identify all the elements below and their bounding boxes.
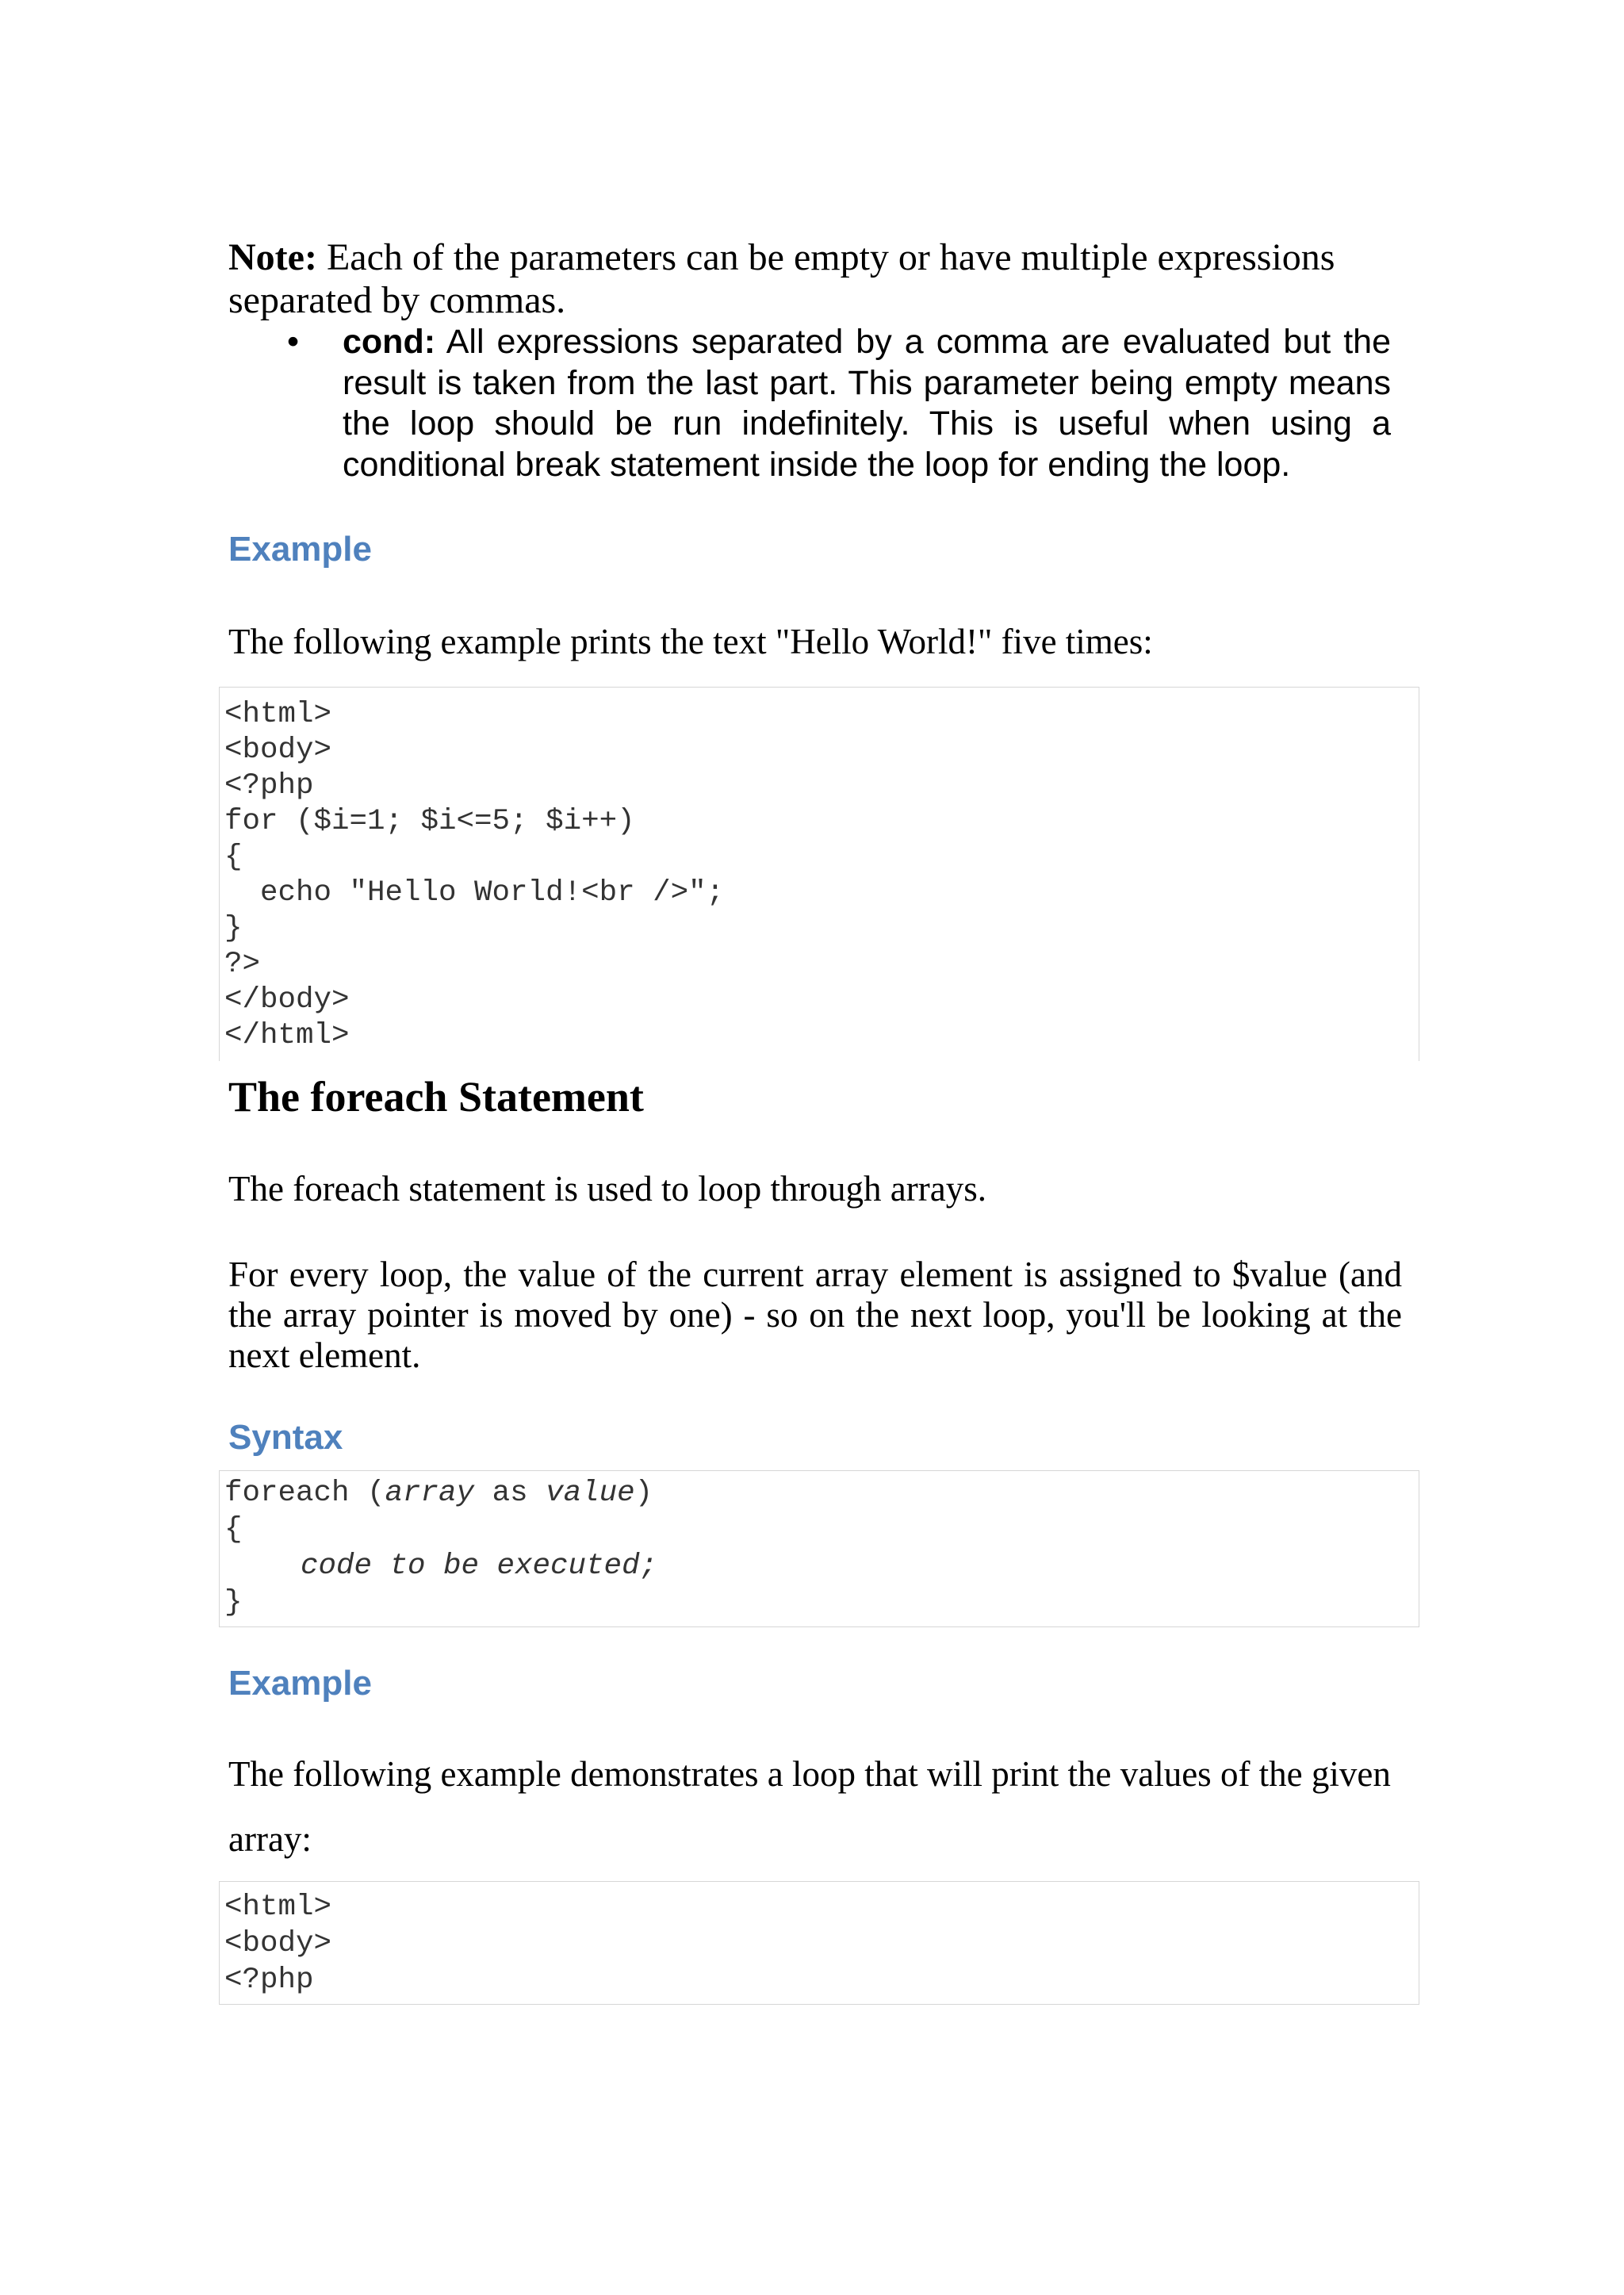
bullet-cond: [343, 322, 1391, 485]
syntax-keyword: foreach (: [224, 1477, 385, 1510]
note-text: Each of the parameters can be empty or have multiple expressions separated by commas.: [228, 236, 1335, 321]
note-paragraph: [228, 236, 1402, 322]
code-block-for-loop: [219, 687, 1419, 1061]
code-line: </html>: [224, 1019, 350, 1052]
code-line: <html>: [224, 698, 332, 731]
example-heading-2: Example: [228, 1664, 372, 1703]
foreach-description: The foreach statement is used to loop through arrays.: [228, 1169, 986, 1209]
syntax-line: }: [224, 1586, 243, 1619]
foreach-detail: For every loop, the value of the current array element is assigned to $value (and the array pointer is moved by one) - so on the next loop, you'll be looking at the next element.: [228, 1255, 1402, 1375]
code-line: {: [224, 841, 243, 874]
syntax-arg-value: value: [546, 1477, 635, 1510]
syntax-line: {: [224, 1513, 243, 1546]
code-line: for ($i=1; $i<=5; $i++): [224, 805, 635, 838]
code-block-foreach: [219, 1881, 1419, 2005]
syntax-arg-array: array: [385, 1477, 475, 1510]
code-line: <html>: [224, 1891, 332, 1924]
syntax-line: [301, 1549, 657, 1584]
syntax-as: as: [474, 1477, 546, 1510]
code-line: ?>: [224, 948, 261, 981]
example-intro-2-line2: array:: [228, 1819, 312, 1859]
example-heading: Example: [228, 530, 372, 569]
syntax-close: ): [634, 1477, 653, 1510]
bullet-label: cond:: [343, 323, 436, 361]
code-line: <?php: [224, 1964, 314, 1997]
code-line: }: [224, 912, 243, 945]
section-title: The foreach Statement: [228, 1073, 644, 1121]
code-line: <?php: [224, 769, 314, 803]
syntax-line: [224, 1476, 653, 1511]
example-intro: The following example prints the text "Hello World!" five times:: [228, 622, 1153, 661]
code-line: <body>: [224, 734, 332, 767]
code-line: </body>: [224, 983, 350, 1017]
bullet-text: All expressions separated by a comma are evaluated but the result is taken from the last part. This parameter being empty means the loop should be run indefinitely. This is useful when using a conditional break statement inside the loop for ending the loop.: [343, 323, 1391, 484]
syntax-body: code to be executed;: [301, 1550, 658, 1583]
syntax-heading: Syntax: [228, 1418, 343, 1457]
bullet-marker: •: [287, 323, 300, 361]
code-line: <body>: [224, 1927, 332, 1960]
example-intro-2-line1: The following example demonstrates a loop that will print the values of the given: [228, 1754, 1391, 1794]
syntax-block: [219, 1470, 1419, 1627]
code-line: echo "Hello World!<br />";: [224, 876, 725, 910]
note-label: Note:: [228, 236, 317, 278]
